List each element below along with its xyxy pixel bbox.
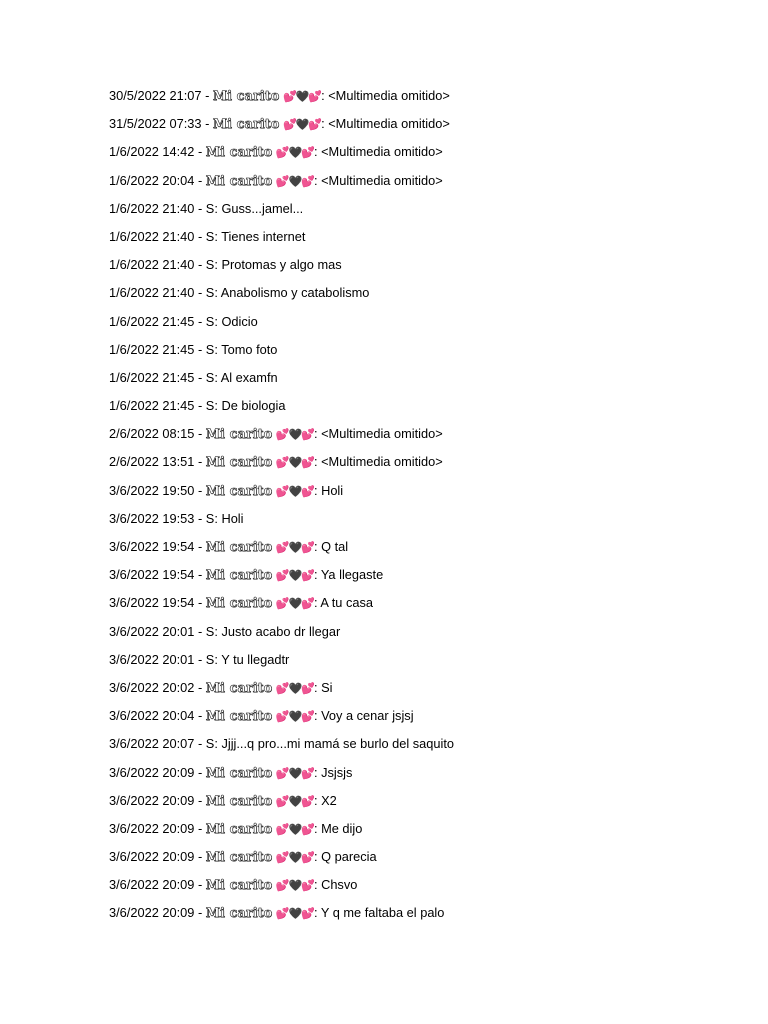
- message-text: Chsvo: [321, 877, 358, 893]
- chat-message: 30/5/2022 21:07 - Mi carito 💕🖤💕: <Multimedia omitido>: [109, 88, 450, 104]
- chat-message: 3/6/2022 20:02 - Mi carito 💕🖤💕: Si: [109, 679, 333, 696]
- hearts-emoji-icon: 💕🖤💕: [275, 146, 314, 160]
- message-text: De biologia: [221, 398, 286, 414]
- hearts-emoji-icon: 💕🖤💕: [275, 597, 314, 611]
- message-text: <Multimedia omitido>: [328, 116, 450, 132]
- chat-message: 3/6/2022 20:09 - Mi carito 💕🖤💕: Q parecia: [109, 849, 377, 866]
- message-text: Holi: [321, 482, 344, 498]
- hearts-emoji-icon: 💕🖤💕: [275, 907, 314, 921]
- message-sender: Mi carito: [205, 765, 273, 781]
- message-timestamp: 3/6/2022 20:01: [109, 623, 195, 639]
- chat-message: 1/6/2022 21:40 - S: Tienes internet: [109, 228, 306, 244]
- message-text: Me dijo: [321, 820, 363, 836]
- message-sender: S: [205, 369, 215, 385]
- message-text: X2: [321, 792, 337, 808]
- message-timestamp: 3/6/2022 20:04: [109, 708, 195, 724]
- chat-message: 3/6/2022 20:01 - S: Y tu llegadtr: [109, 651, 290, 667]
- message-text: <Multimedia omitido>: [321, 172, 443, 188]
- message-sender: S: [205, 200, 215, 216]
- message-timestamp: 1/6/2022 21:40: [109, 200, 195, 216]
- message-sender: Mi carito: [205, 455, 273, 471]
- message-sender: Mi carito: [205, 427, 273, 443]
- message-timestamp: 1/6/2022 20:04: [109, 172, 195, 188]
- message-text: Tienes internet: [221, 228, 306, 244]
- chat-message: 1/6/2022 21:45 - S: Tomo foto: [109, 341, 278, 357]
- message-sender: Mi carito: [212, 117, 280, 133]
- chat-message: 3/6/2022 20:09 - Mi carito 💕🖤💕: Y q me faltaba el palo: [109, 905, 445, 922]
- chat-message: 3/6/2022 20:09 - Mi carito 💕🖤💕: X2: [109, 792, 337, 809]
- message-sender: S: [205, 623, 215, 639]
- message-timestamp: 2/6/2022 13:51: [109, 454, 195, 470]
- message-sender: Mi carito: [205, 709, 273, 725]
- message-sender: S: [205, 398, 215, 414]
- message-sender: Mi carito: [205, 568, 273, 584]
- message-timestamp: 3/6/2022 20:01: [109, 651, 195, 667]
- message-text: A tu casa: [320, 595, 374, 611]
- message-timestamp: 1/6/2022 21:45: [109, 369, 195, 385]
- message-text: Tomo foto: [221, 341, 278, 357]
- message-timestamp: 3/6/2022 19:54: [109, 595, 195, 611]
- message-timestamp: 30/5/2022 21:07: [109, 88, 202, 103]
- hearts-emoji-icon: 💕🖤💕: [275, 456, 314, 470]
- message-timestamp: 31/5/2022 07:33: [109, 116, 202, 132]
- chat-message: 1/6/2022 21:45 - S: De biologia: [109, 398, 286, 414]
- message-sender: S: [205, 510, 215, 526]
- chat-message: 3/6/2022 19:50 - Mi carito 💕🖤💕: Holi: [109, 482, 344, 499]
- chat-message: 2/6/2022 13:51 - Mi carito 💕🖤💕: <Multimedia omitido>: [109, 454, 443, 471]
- message-sender: Mi carito: [205, 821, 273, 837]
- message-text: Q tal: [321, 539, 349, 554]
- chat-message: 31/5/2022 07:33 - Mi carito 💕🖤💕: <Multimedia omitido>: [109, 116, 450, 133]
- message-text: Holi: [221, 510, 244, 526]
- chat-message: 3/6/2022 19:54 - Mi carito 💕🖤💕: Q tal: [109, 539, 349, 555]
- message-timestamp: 3/6/2022 20:09: [109, 877, 195, 893]
- message-text: Al examfn: [220, 369, 278, 385]
- message-text: Y q me faltaba el palo: [320, 905, 445, 921]
- chat-message: 1/6/2022 21:40 - S: Anabolismo y catabolismo: [109, 285, 370, 301]
- message-sender: S: [205, 341, 215, 357]
- message-sender: Mi carito: [205, 850, 273, 866]
- hearts-emoji-icon: 💕🖤💕: [275, 484, 314, 498]
- hearts-emoji-icon: 💕🖤💕: [282, 90, 322, 103]
- chat-message: 1/6/2022 14:42 - Mi carito 💕🖤💕: <Multimedia omitido>: [109, 144, 443, 161]
- message-sender: Mi carito: [205, 680, 273, 696]
- message-sender: S: [205, 736, 215, 752]
- hearts-emoji-icon: 💕🖤💕: [275, 541, 314, 554]
- message-text: Si: [321, 679, 333, 695]
- hearts-emoji-icon: 💕🖤💕: [275, 428, 314, 442]
- chat-message: 3/6/2022 19:53 - S: Holi: [109, 510, 244, 526]
- message-text: Q parecia: [321, 849, 377, 865]
- chat-message: 3/6/2022 20:09 - Mi carito 💕🖤💕: Me dijo: [109, 820, 363, 837]
- message-sender: S: [205, 651, 215, 667]
- message-timestamp: 3/6/2022 20:09: [109, 764, 195, 780]
- hearts-emoji-icon: 💕🖤💕: [275, 851, 314, 865]
- hearts-emoji-icon: 💕🖤💕: [275, 174, 314, 188]
- message-timestamp: 3/6/2022 20:07: [109, 736, 195, 752]
- message-sender: Mi carito: [205, 596, 273, 612]
- message-sender: S: [205, 313, 215, 329]
- message-text: Guss...jamel...: [221, 200, 304, 216]
- message-timestamp: 1/6/2022 21:45: [109, 398, 195, 414]
- chat-message: 2/6/2022 08:15 - Mi carito 💕🖤💕: <Multimedia omitido>: [109, 426, 443, 443]
- message-sender: Mi carito: [205, 173, 273, 189]
- chat-message: 3/6/2022 20:07 - S: Jjjj...q pro...mi mamá se burlo del saquito: [109, 736, 455, 752]
- chat-message: 3/6/2022 20:01 - S: Justo acabo dr llegar: [109, 623, 341, 639]
- message-timestamp: 3/6/2022 20:09: [109, 849, 195, 865]
- message-sender: Mi carito: [205, 793, 273, 809]
- message-timestamp: 3/6/2022 20:02: [109, 679, 195, 695]
- message-sender: S: [205, 228, 215, 244]
- message-timestamp: 1/6/2022 21:45: [109, 313, 195, 329]
- hearts-emoji-icon: 💕🖤💕: [275, 879, 314, 893]
- chat-message: 1/6/2022 21:45 - S: Odicio: [109, 313, 258, 329]
- hearts-emoji-icon: 💕🖤💕: [282, 118, 322, 132]
- message-timestamp: 1/6/2022 21:40: [109, 285, 195, 301]
- hearts-emoji-icon: 💕🖤💕: [275, 766, 314, 780]
- chat-message: 3/6/2022 20:09 - Mi carito 💕🖤💕: Jsjsjs: [109, 764, 353, 781]
- hearts-emoji-icon: 💕🖤💕: [275, 710, 314, 724]
- chat-message: 3/6/2022 19:54 - Mi carito 💕🖤💕: Ya llegaste: [109, 567, 384, 584]
- chat-message: 1/6/2022 21:40 - S: Protomas y algo mas: [109, 257, 342, 273]
- hearts-emoji-icon: 💕🖤💕: [275, 569, 314, 583]
- message-timestamp: 3/6/2022 20:09: [109, 820, 195, 836]
- chat-message: 1/6/2022 21:45 - S: Al examfn: [109, 369, 278, 385]
- message-text: Y tu llegadtr: [221, 651, 290, 667]
- chat-message: 3/6/2022 20:04 - Mi carito 💕🖤💕: Voy a cenar jsjsj: [109, 708, 414, 725]
- message-text: <Multimedia omitido>: [321, 144, 443, 160]
- message-timestamp: 3/6/2022 19:50: [109, 482, 195, 498]
- chat-message: 3/6/2022 20:09 - Mi carito 💕🖤💕: Chsvo: [109, 877, 358, 894]
- message-timestamp: 3/6/2022 20:09: [109, 792, 195, 808]
- message-text: <Multimedia omitido>: [321, 454, 443, 470]
- message-timestamp: 3/6/2022 19:53: [109, 510, 195, 526]
- message-timestamp: 1/6/2022 14:42: [109, 144, 195, 160]
- message-sender: Mi carito: [205, 483, 273, 499]
- message-text: Odicio: [221, 313, 258, 329]
- message-timestamp: 3/6/2022 20:09: [109, 905, 195, 921]
- hearts-emoji-icon: 💕🖤💕: [275, 681, 314, 695]
- message-text: Jjjj...q pro...mi mamá se burlo del saquito: [221, 736, 455, 752]
- message-timestamp: 1/6/2022 21:40: [109, 257, 195, 273]
- message-sender: Mi carito: [205, 878, 273, 894]
- message-text: Ya llegaste: [320, 567, 384, 583]
- message-timestamp: 3/6/2022 19:54: [109, 567, 195, 583]
- message-sender: S: [205, 285, 215, 301]
- message-timestamp: 3/6/2022 19:54: [109, 539, 195, 554]
- chat-log: [109, 82, 729, 928]
- message-sender: S: [205, 257, 215, 273]
- message-sender: Mi carito: [205, 906, 273, 922]
- message-text: Justo acabo dr llegar: [221, 623, 341, 639]
- chat-message: 1/6/2022 20:04 - Mi carito 💕🖤💕: <Multimedia omitido>: [109, 172, 443, 189]
- message-text: Anabolismo y catabolismo: [220, 285, 370, 301]
- message-sender: Mi carito: [205, 145, 273, 161]
- message-text: <Multimedia omitido>: [328, 88, 450, 103]
- message-sender: Mi carito: [212, 89, 280, 104]
- chat-message: 3/6/2022 19:54 - Mi carito 💕🖤💕: A tu casa: [109, 595, 374, 612]
- message-timestamp: 2/6/2022 08:15: [109, 426, 195, 442]
- hearts-emoji-icon: 💕🖤💕: [275, 794, 314, 808]
- message-timestamp: 1/6/2022 21:40: [109, 228, 195, 244]
- message-timestamp: 1/6/2022 21:45: [109, 341, 195, 357]
- chat-message: 1/6/2022 21:40 - S: Guss...jamel...: [109, 200, 304, 216]
- message-text: Protomas y algo mas: [221, 257, 342, 273]
- message-text: Voy a cenar jsjsj: [321, 708, 414, 724]
- message-text: <Multimedia omitido>: [321, 426, 443, 442]
- message-sender: Mi carito: [205, 540, 273, 555]
- hearts-emoji-icon: 💕🖤💕: [275, 822, 314, 836]
- message-text: Jsjsjs: [321, 764, 353, 780]
